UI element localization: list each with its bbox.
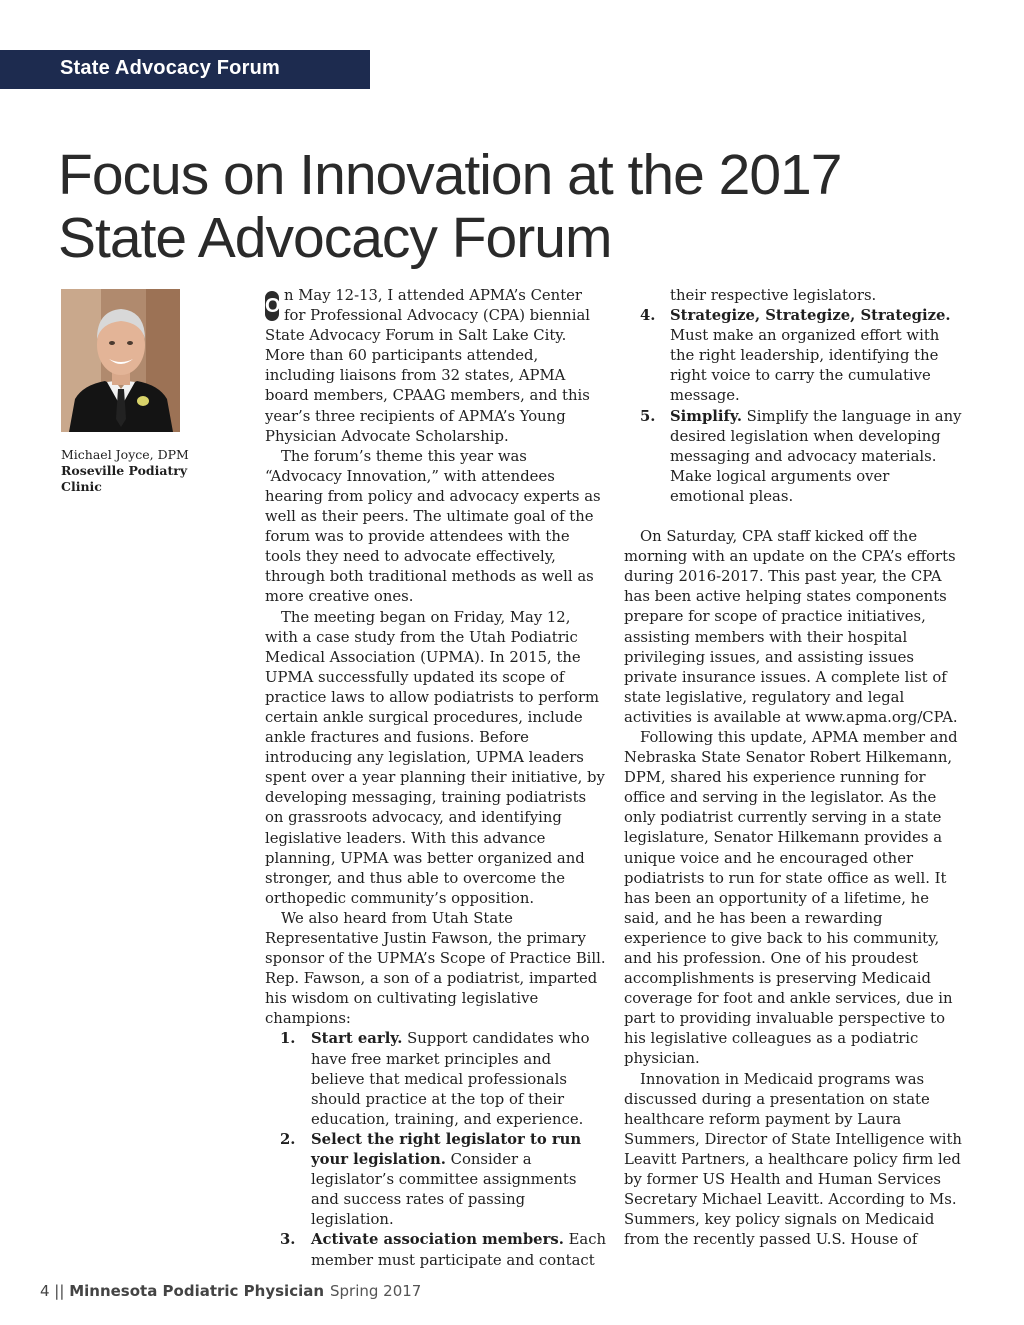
tips-list-part-2	[624, 306, 968, 507]
list-item-lead: Simplify.	[670, 407, 742, 425]
list-item-text: Must make an organized effort with the right leadership, identifying the right voice to carry the cumulative message.	[670, 327, 940, 405]
author-name: Michael Joyce, DPM	[61, 447, 189, 462]
list-continuation: their respective legislators.	[670, 287, 877, 304]
list-item-lead: Start early.	[311, 1030, 403, 1048]
paragraph-7: Innovation in Medicaid programs was discussed during a presentation on state healthcare reform payment by Laura Summers, Director of State Intelligence with Leavitt Partners, a healthcare policy firm led by former US Health and Human Services Secretary Michael Leavitt. According to Ms. Summers, key policy signals on Medicaid from the recently passed U.S. House of	[624, 1070, 962, 1249]
paragraph-1	[265, 286, 607, 447]
paragraph-4: We also heard from Utah State Representative Justin Fawson, the primary sponsor of the UPMA’s Scope of Practice Bill. Rep. Fawson, a son of a podiatrist, imparted his wisdom on cultivating legislative champions:	[265, 909, 606, 1028]
section-banner	[0, 50, 370, 89]
paragraph-2: The forum’s theme this year was “Advocacy Innovation,” with attendees hearing from policy and advocacy experts as well as their peers. The ultimate goal of the forum was to provide attendees with the tools they need to advocate effectively, through both traditional methods as well as more creative ones.	[265, 447, 601, 606]
list-item-text: Consider a legislator’s committee assignments and success rates of passing legislation.	[311, 1151, 577, 1229]
page-footer	[40, 1282, 422, 1300]
author-affiliation: Roseville Podiatry Clinic	[61, 463, 188, 494]
list-item-lead: Select the right legislator to run your legislation.	[311, 1130, 582, 1169]
author-caption	[61, 447, 221, 495]
drop-cap: O	[265, 291, 279, 321]
list-number: 2.	[280, 1130, 296, 1148]
list-item	[265, 1230, 607, 1270]
paragraph-5: On Saturday, CPA staff kicked off the morning with an update on the CPA’s efforts during 2016-2017. This past year, the CPA has been active helping states components prepare for scope of practice initiatives, assisting members with their hospital privileging issues, and assisting issues private insurance issues. A complete list of state legislative, regulatory and legal activities is available at www.apma.org/CPA.	[624, 528, 958, 726]
list-number: 1.	[280, 1030, 296, 1048]
list-item-text: Support candidates who have free market principles and believe that medical professionals should practice at the top of their education, training, and experience.	[311, 1030, 590, 1128]
list-number: 3.	[280, 1231, 296, 1249]
list-number: 5.	[640, 407, 656, 425]
publication-name: Minnesota Podiatric Physician	[69, 1282, 325, 1300]
author-portrait-graphic	[61, 289, 180, 432]
headline-line-1: Focus on Innovation at the 2017	[58, 143, 842, 207]
article-column-2	[624, 286, 968, 1250]
article-column-1	[265, 286, 607, 1271]
list-number: 4.	[640, 307, 656, 325]
article-headline	[58, 144, 978, 270]
list-item	[624, 306, 968, 406]
author-photo	[61, 289, 180, 432]
paragraph-6: Following this update, APMA member and Nebraska State Senator Robert Hilkemann, DPM, shared his experience running for office and serving in the legislator. As the only podiatrist currently serving in a state legislature, Senator Hilkemann provides a unique voice and he encouraged other podiatrists to run for state office as well. It has been an opportunity of a lifetime, he said, and he has been a rewarding experience to give back to his community, and his profession. One of his proudest accomplishments is preserving Medicaid coverage for foot and ankle services, due in part to providing invaluable perspective to his legislative colleagues as a podiatric physician.	[624, 728, 958, 1068]
headline-line-2: State Advocacy Forum	[58, 206, 612, 270]
list-item	[265, 1130, 607, 1230]
tips-list-part-1	[265, 1029, 607, 1270]
paragraph-1-text: n May 12-13, I attended APMA’s Center for Professional Advocacy (CPA) biennial State Advocacy Forum in Salt Lake City. More than 60 participants attended, including liaisons from 32 states, APMA board members, CPAAG members, and this year’s three recipients of APMA’s Young Physician Advocate Scholarship.	[265, 287, 590, 445]
list-item	[624, 407, 968, 507]
list-item-lead: Activate association members.	[311, 1231, 564, 1249]
list-item-lead: Strategize, Strategize, Strategize.	[670, 307, 951, 325]
list-item	[265, 1029, 607, 1129]
issue-season: Spring 2017	[330, 1282, 422, 1300]
paragraph-3: The meeting began on Friday, May 12, with a case study from the Utah Podiatric Medical Association (UPMA). In 2015, the UPMA successfully updated its scope of practice laws to allow podiatrists to perform certain ankle surgical procedures, include ankle fractures and fusions. Before introducing any legislation, UPMA leaders spent over a year planning their initiative, by developing messaging, training podiatrists on grassroots advocacy, and identifying legislative leaders. With this advance planning, UPMA was better organized and stronger, and thus able to overcome the orthopedic community’s opposition.	[265, 608, 605, 907]
page-number: 4 ||	[40, 1282, 65, 1300]
list-item-text: Each member must participate and contact	[311, 1231, 607, 1269]
list-item-text: Simplify the language in any desired legislation when developing messaging and advocacy materials. Make logical arguments over emotional pleas.	[670, 407, 962, 505]
section-label: State Advocacy Forum	[60, 57, 280, 79]
